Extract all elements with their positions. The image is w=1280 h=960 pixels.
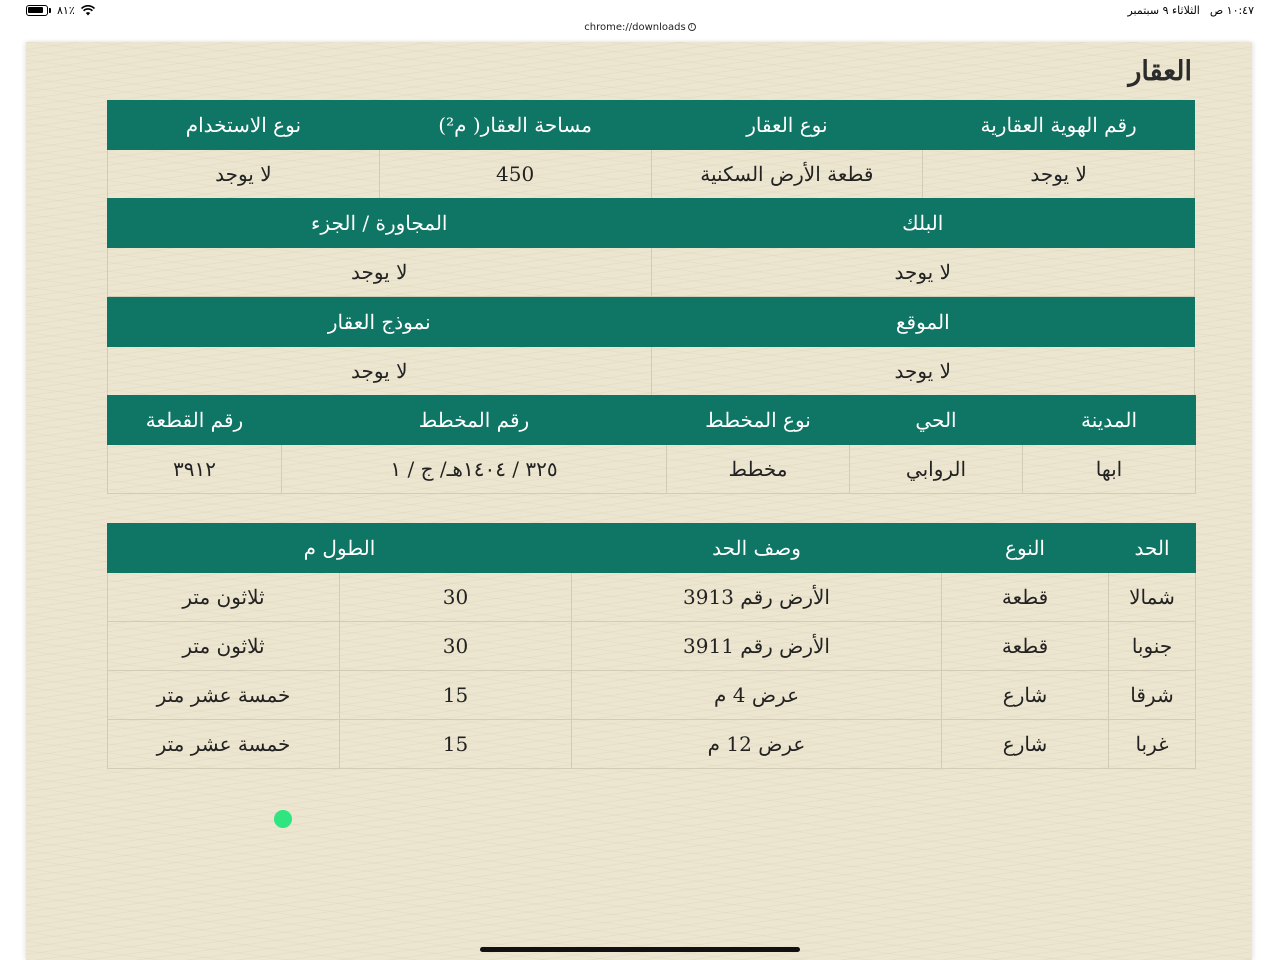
property-value-row — [108, 150, 1195, 199]
border-direction: شمالا — [1109, 573, 1196, 622]
header-property-type: نوع العقار — [651, 101, 923, 150]
border-description: الأرض رقم 3911 — [572, 622, 942, 671]
border-kind: شارع — [942, 720, 1109, 769]
table-row — [108, 720, 1196, 769]
value-neighborhood-part: لا يوجد — [108, 248, 652, 297]
value-property-area: 450 — [379, 150, 651, 199]
header-plan-type: نوع المخطط — [667, 396, 850, 445]
header-property-id: رقم الهوية العقارية — [923, 101, 1195, 150]
value-property-type: قطعة الأرض السكنية — [651, 150, 923, 199]
property-header-row — [108, 101, 1195, 150]
header-district: الحي — [850, 396, 1023, 445]
header-plan-number: رقم المخطط — [282, 396, 667, 445]
header-property-area: مساحة العقار( م²) — [379, 101, 651, 150]
value-block: لا يوجد — [651, 248, 1195, 297]
battery-icon — [26, 5, 48, 16]
header-plot-number: رقم القطعة — [108, 396, 282, 445]
header-border-description: وصف الحد — [572, 524, 942, 573]
value-location: لا يوجد — [651, 347, 1195, 396]
border-kind: قطعة — [942, 573, 1109, 622]
header-neighborhood-part: المجاورة / الجزء — [108, 199, 652, 248]
header-length: الطول م — [108, 524, 572, 573]
touch-indicator-dot — [274, 810, 292, 828]
value-plan-number: ٣٢٥ / ١٤٠٤هـ/ ج / ١ — [282, 445, 667, 494]
value-district: الروابي — [850, 445, 1023, 494]
value-plot-number: ٣٩١٢ — [108, 445, 282, 494]
border-description: الأرض رقم 3913 — [572, 573, 942, 622]
header-block: البلك — [651, 199, 1195, 248]
battery-percent: ٨١٪ — [57, 4, 75, 17]
value-property-model: لا يوجد — [108, 347, 652, 396]
value-property-id: لا يوجد — [923, 150, 1195, 199]
battery-tip — [49, 8, 51, 13]
section-title: العقار — [1128, 56, 1192, 87]
header-city: المدينة — [1023, 396, 1196, 445]
border-length-words: خمسة عشر متر — [108, 720, 340, 769]
block-table — [107, 198, 1195, 297]
border-description: عرض 12 م — [572, 720, 942, 769]
border-direction: غربا — [1109, 720, 1196, 769]
info-icon[interactable]: i — [688, 23, 696, 31]
url-text[interactable]: chrome://downloads — [584, 22, 686, 33]
header-border: الحد — [1109, 524, 1196, 573]
table-row — [108, 622, 1196, 671]
location-table — [107, 297, 1195, 396]
plan-header-row — [108, 396, 1196, 445]
value-usage-type: لا يوجد — [108, 150, 380, 199]
block-header-row — [108, 199, 1195, 248]
status-time: ١٠:٤٧ ص — [1209, 4, 1254, 17]
border-direction: شرقا — [1109, 671, 1196, 720]
url-bar[interactable] — [0, 22, 1280, 42]
table-row — [108, 671, 1196, 720]
status-date: الثلاثاء ٩ سبتمبر — [1127, 4, 1200, 17]
value-city: ابها — [1023, 445, 1196, 494]
border-length-number: 15 — [340, 671, 572, 720]
location-header-row — [108, 298, 1195, 347]
status-left — [26, 4, 95, 17]
border-description: عرض 4 م — [572, 671, 942, 720]
border-kind: شارع — [942, 671, 1109, 720]
home-indicator[interactable] — [480, 947, 800, 952]
border-direction: جنوبا — [1109, 622, 1196, 671]
header-border-kind: النوع — [942, 524, 1109, 573]
document-page — [26, 42, 1252, 960]
status-right — [1127, 4, 1254, 17]
property-table — [107, 100, 1195, 199]
header-property-model: نموذج العقار — [108, 298, 652, 347]
border-length-words: ثلاثون متر — [108, 573, 340, 622]
header-location: الموقع — [651, 298, 1195, 347]
table-row — [108, 573, 1196, 622]
plan-table — [107, 395, 1196, 494]
border-length-number: 30 — [340, 573, 572, 622]
borders-table — [107, 523, 1196, 769]
border-length-words: ثلاثون متر — [108, 622, 340, 671]
block-value-row — [108, 248, 1195, 297]
borders-header-row — [108, 524, 1196, 573]
value-plan-type: مخطط — [667, 445, 850, 494]
plan-value-row — [108, 445, 1196, 494]
border-length-words: خمسة عشر متر — [108, 671, 340, 720]
border-kind: قطعة — [942, 622, 1109, 671]
wifi-icon — [81, 5, 95, 16]
header-usage-type: نوع الاستخدام — [108, 101, 380, 150]
status-bar — [0, 0, 1280, 22]
border-length-number: 15 — [340, 720, 572, 769]
border-length-number: 30 — [340, 622, 572, 671]
location-value-row — [108, 347, 1195, 396]
